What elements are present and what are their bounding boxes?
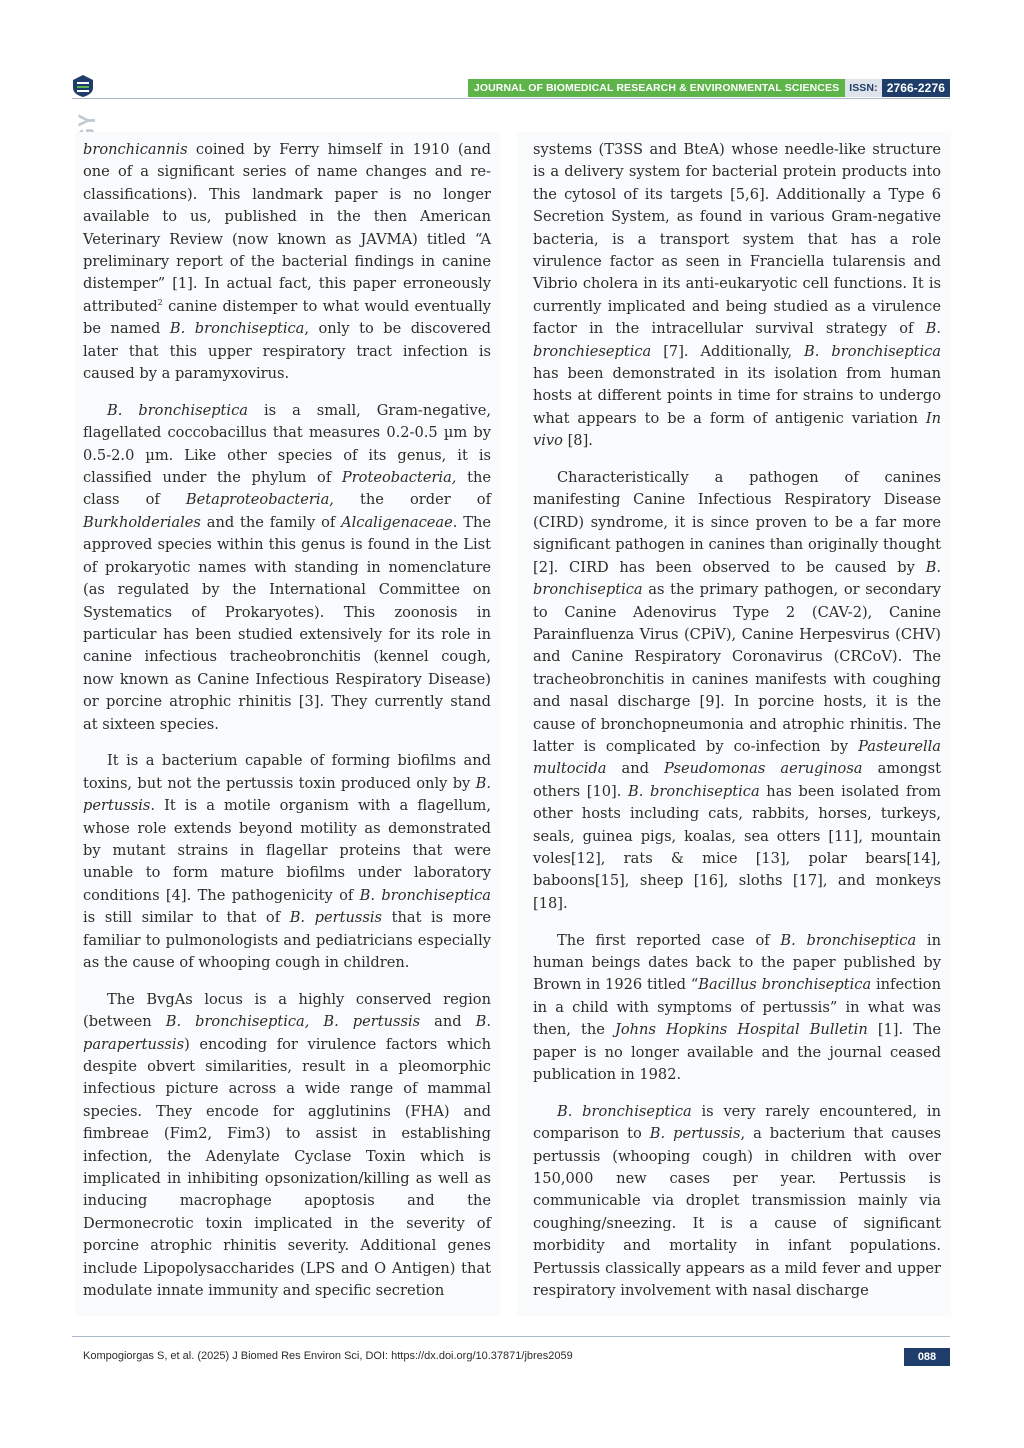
footer-divider [72,1336,950,1337]
text-run: has been demonstrated in its isolation from human hosts at different points in time for strains to undergo what appears to be a form of antigenic variation [533,365,941,427]
journal-name: JOURNAL OF BIOMEDICAL RESEARCH & ENVIRONMENTAL SCIENCES [468,79,845,97]
italic-text: B. bronchiseptica [557,1102,692,1120]
italic-text: bronchicannis [83,141,188,158]
paragraph [83,139,491,385]
text-run: systems (T3SS and BteA) whose needle-like structure is a delivery system for bacterial protein products into the cytosol of its targets [5,6]. Additionally a Type 6 Secretion System, as found in various Gram-negative bacteria, is a transport system that has a role virulence factor as seen in Franciella tularensis and Vibrio cholera in its anti-eukaryotic cell functions. It is currently implicated and being studied as a virulence factor in the intracellular survival strategy of [533,141,941,338]
italic-text: In vivo [533,409,941,450]
italic-text: Johns Hopkins Hospital Bulletin [615,1021,868,1039]
text-run: coined by Ferry himself in 1910 (and one of a significant series of name changes and re-classifications). This landmark paper is no longer available to us, published in the then American Veterinary Review (now known as JAVMA) titled “A preliminary report of the bacterial findings in canine distemper” [1]. In actual fact, this paper erroneously attributed [83,141,491,315]
italic-text: Pasteurella multocida [533,737,941,778]
italic-text: B. bronchiseptica [804,342,941,360]
footnote-mark: 2 [157,297,163,307]
paragraph [533,467,941,915]
text-run: , a bacterium that causes pertussis (whooping cough) in children with over 150,000 new cases per year. Pertussis is communicable via droplet transmission mainly via coughing/sneezing. It is a cause of significant morbidity and mortality in infant populations. Pertussis classically appears as a mild fever and upper respiratory involvement with nasal discharge [533,1125,942,1300]
italic-text: Proteobacteria, [341,469,457,487]
text-run: It is a motile organism with a flagellum, whose role extends beyond motility as demonstrated by mutant strains in flagellar proteins that were unable to form mature biofilms under laboratory conditions [4]. The pathogenicity of [83,797,491,904]
paragraph [533,139,941,453]
italic-text: B. bronchiseptica [169,320,305,338]
text-run: [1]. The paper is no longer available and the journal ceased publication in 1982. [533,1021,941,1084]
text-run: . The approved species within this genus is found in the List of prokaryotic names with standing in nomenclature (as regulated by the International Committee on Systematics of Prokaryotes). This zoonosis in particular has been studied extensively for its role in canine infectious tracheobronchitis (kennel cough, now known as Canine Infectious Respiratory Disease) or porcine atrophic rhinitis [3]. They currently stand at sixteen species. [83,513,491,733]
italic-text: B. bronchiseptica [533,558,941,599]
italic-text: B. parapertussis [83,1013,491,1053]
text-run: Characteristically a pathogen of canines manifesting Canine Infectious Respiratory Disease (CIRD) syndrome, it is since proven to be a far more significant pathogen in canines than originally thought [2]. CIRD has been observed to be caused by [533,469,941,576]
text-run: and [606,760,665,778]
paragraph [533,930,941,1087]
italic-text: B. pertussis [649,1125,741,1143]
citation-line: Kompogiorgas S, et al. (2025) J Biomed Res Environ Sci, DOI: https://dx.doi.org/10.37871/jbres2059 [83,1350,573,1362]
italic-text: Pseudomonas aeruginosa [664,760,863,778]
text-run: the class of [83,469,491,509]
text-run: It is a bacterium capable of forming biofilms and toxins, but not the pertussis toxin produced only by [83,752,491,792]
text-run: ) encoding for virulence factors which despite obvert similarities, result in a pleomorphic infectious picture across a wide range of mammal species. They encode for agglutinins (FHA) and fimbreae (Fim2, Fim3) to assist in establishing infection, the Adenylate Cyclase Toxin which is implicated in inhibiting opsonization/killing as well as inducing macrophage apoptosis and the Dermonecrotic toxin implicated in the severity of porcine atrophic rhinitis severity. Additional genes include Lipopolysaccharides (LPS and O Antigen) that modulate innate immunity and specific secretion [83,1035,491,1300]
text-run: The BvgAs locus is a highly conserved region (between [83,990,491,1031]
italic-text: B. bronchiseptica [628,782,760,800]
text-run: is very rarely encountered, in comparison to [533,1102,941,1143]
italic-text: B. pertussis [289,909,383,927]
paragraph [83,750,491,974]
issn-label: ISSN: [845,79,882,97]
italic-text: B. bronchiseptica, B. pertussis [165,1013,421,1031]
page-number: 088 [904,1348,950,1366]
text-run: the order of [333,491,491,509]
paragraph [83,400,491,736]
italic-text: B. bronchiseptica [780,931,917,949]
journal-banner [468,79,950,97]
text-run: has been isolated from other hosts including cats, rabbits, horses, turkeys, seals, guinea pigs, koalas, sea otters [11], mountain voles[12], rats & mice [13], polar bears[14], baboons[15], sheep [16], sloths [17], and monkeys [18]. [533,782,941,912]
text-run: and [420,1013,476,1031]
text-run: as the primary pathogen, or secondary to Canine Adenovirus Type 2 (CAV-2), Canine Parainfluenza Virus (CPiV), Canine Herpesvirus (CHV) and Canine Respiratory Coronavirus (CRCoV). The tracheobronchitis in canines manifests with coughing and nasal discharge [9]. In porcine hosts, it is the cause of bronchopneumonia and atrophic rhinitis. The latter is complicated by co-infection by [533,581,941,755]
text-run: and the family of [200,513,342,531]
right-column [533,139,941,1317]
italic-text: Burkholderiales [83,513,201,531]
text-run: amongst others [10]. [533,760,942,800]
text-run: that is more familiar to pulmonologists and pediatricians especially as the cause of whooping cough in children. [83,909,491,971]
issn-number: 2766-2276 [882,79,950,97]
italic-text: Betaproteobacteria, [185,491,334,509]
text-run: The first reported case of [557,931,781,949]
text-run: is a small, Gram-negative, flagellated coccobacillus that measures 0.2-0.5 µm by 0.5-2.0 µm. Like other species of its genus, it is classified under the phylum of [83,401,491,487]
italic-text: B. bronchiseptica [359,886,491,904]
text-run: in human beings dates back to the paper published by Brown in 1926 titled “ [533,931,941,994]
text-run: [8]. [562,432,593,450]
italic-text: B. bronchiseptica [107,401,248,419]
italic-text: B. pertussis. [83,774,491,815]
text-run: , only to be discovered later that this upper respiratory tract infection is caused by a paramyxovirus. [83,320,492,383]
text-run: [7]. Additionally, [651,342,805,360]
italic-text: Bacillus bronchiseptica [698,976,872,994]
italic-text: B. bronchieseptica [533,320,941,360]
text-run: infection in a child with symptoms of pertussis” in what was then, the [533,976,941,1039]
paragraph [83,989,491,1303]
paragraph [533,1101,941,1303]
left-column [83,139,491,1317]
header-divider [72,98,950,99]
text-run: is still similar to that of [83,909,290,927]
italic-text: Alcaligenaceae [341,513,453,531]
text-run: canine distemper to what would eventually be named [83,297,491,338]
